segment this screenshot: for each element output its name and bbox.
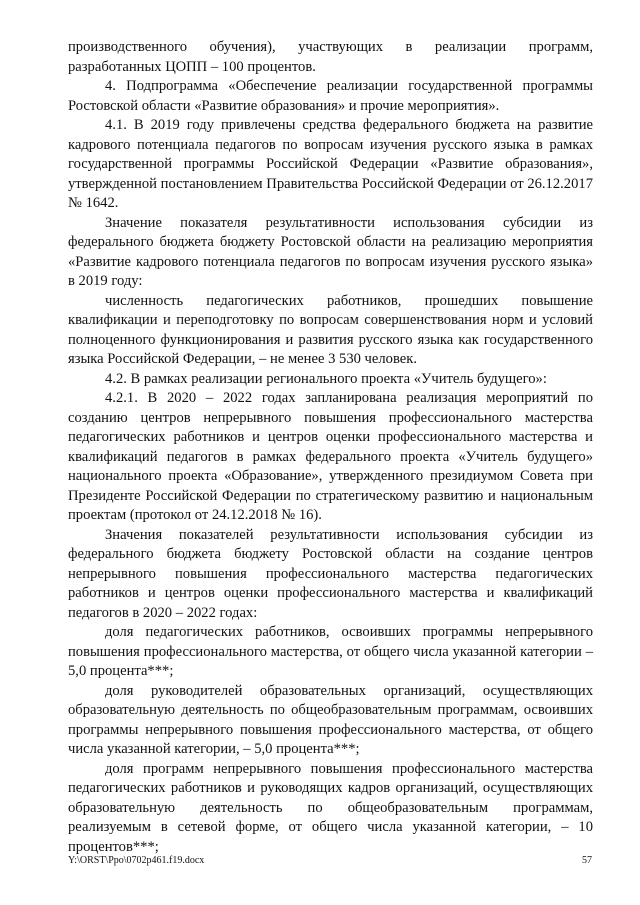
paragraph-4-2-1: 4.2.1. В 2020 – 2022 годах запланирована реализация мероприятий по созданию центров непрерывного повышения профессионального мастерства педагогических работников и центров оценки профессионального мастерства и квалификаций педагогов в рамках федерального проекта «Учитель будущего» национального проекта «Образование», утвержденного президиумом Совета при Президенте Российской Федерации по стратегическому развитию и национальным проектам (протокол от 24.12.2018 № 16). bbox=[68, 390, 593, 523]
document-body bbox=[68, 38, 593, 857]
paragraph-programs-share: доля программ непрерывного повышения профессионального мастерства педагогических работников и руководящих кадров организаций, осуществляющих образовательную деятельность по общеобразовательным программам, реализуемым в сетевой форме, от общего числа указанной категории, – 10 процентов***; bbox=[68, 760, 593, 855]
page-number: 57 bbox=[582, 855, 592, 866]
paragraph-continuation: производственного обучения), участвующих в реализации программ, разработанных ЦОПП – 100 процентов. bbox=[68, 39, 593, 75]
paragraph-managers-share: доля руководителей образовательных организаций, осуществляющих образовательную деятельность по общеобразовательным программам, освоивших программы непрерывного повышения профессионального мастерства, от общего числа указанной категории, – 5,0 процента***; bbox=[68, 682, 593, 757]
paragraph-teachers-count: численность педагогических работников, прошедших повышение квалификации и переподготовку по вопросам совершенствования норм и условий полноценного функционирования и развития русского языка как государственного языка Российской Федерации, – не менее 3 530 человек. bbox=[68, 292, 593, 367]
footer-file-path: Y:\ORST\Ppo\0702p461.f19.docx bbox=[68, 855, 205, 866]
paragraph-4-1: 4.1. В 2019 году привлечены средства федерального бюджета на развитие кадрового потенциала педагогов по вопросам изучения русского языка в рамках государственной программы Российской Федерации «Развитие образования», утвержденной постановлением Правительства Российской Федерации от 26.12.2017 № 1642. bbox=[68, 117, 593, 211]
page-footer bbox=[68, 855, 592, 866]
paragraph-4-2: 4.2. В рамках реализации регионального проекта «Учитель будущего»: bbox=[105, 370, 547, 387]
paragraph-indicators-2020-2022: Значения показателей результативности использования субсидии из федерального бюджета бюджету Ростовской области на создание центров непрерывного повышения профессионального мастерства педагогических работников и центров оценки профессионального мастерства и квалификаций педагогов в 2020 – 2022 годах: bbox=[68, 526, 593, 621]
paragraph-teachers-share: доля педагогических работников, освоивших программы непрерывного повышения профессионального мастерства, от общего числа указанной категории – 5,0 процента***; bbox=[68, 624, 593, 679]
paragraph-indicator-2019: Значение показателя результативности использования субсидии из федерального бюджета бюджету Ростовской области на реализацию мероприятия «Развитие кадрового потенциала педагогов по вопросам изучения русского языка» в 2019 году: bbox=[68, 214, 593, 289]
paragraph-subprogram-4: 4. Подпрограмма «Обеспечение реализации государственной программы Ростовской области «Развитие образования» и прочие мероприятия». bbox=[68, 78, 593, 114]
